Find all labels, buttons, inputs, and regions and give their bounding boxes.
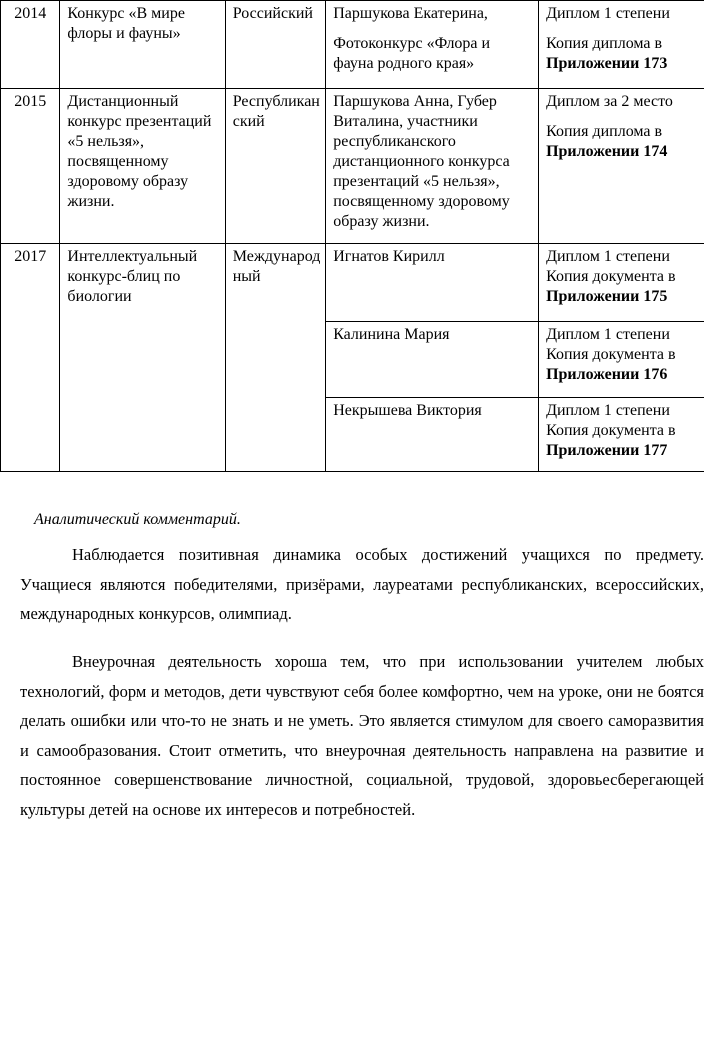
contest-cell: Интеллектуальный конкурс-блиц по биологии bbox=[60, 244, 225, 472]
copy-text: Копия документа в bbox=[546, 422, 676, 439]
result-text: Диплом 1 степени bbox=[546, 402, 670, 419]
participant-cell: Паршукова Анна, Губер Виталина, участники республиканского дистанционного конкурса презентаций «5 нельзя», посвященному здоровому образу жизни. bbox=[326, 89, 539, 244]
participant-cell: Калинина Мария bbox=[326, 322, 539, 398]
comment-paragraph: Наблюдается позитивная динамика особых достижений учащихся по предмету. Учащиеся являются победителями, призёрами, лауреатами республиканских, всероссийских, международных конкурсов, олимпиад. bbox=[20, 545, 704, 623]
appendix-ref: Приложении 174 bbox=[546, 143, 668, 160]
year-cell: 2014 bbox=[1, 1, 60, 89]
comment-heading: Аналитический комментарий. bbox=[34, 511, 241, 528]
contest-cell: Конкурс «В мире флоры и фауны» bbox=[60, 1, 225, 89]
appendix-ref: Приложении 175 bbox=[546, 288, 668, 305]
participant-cell: Игнатов Кирилл bbox=[326, 244, 539, 322]
participant-name: Паршукова Екатерина, bbox=[333, 5, 488, 22]
participant-cell bbox=[326, 1, 539, 89]
copy-text: Копия документа в bbox=[546, 268, 676, 285]
copy-text: Копия диплома в bbox=[546, 35, 663, 52]
copy-text: Копия документа в bbox=[546, 346, 676, 363]
appendix-ref: Приложении 176 bbox=[546, 366, 668, 383]
result-text: Диплом 1 степени bbox=[546, 248, 670, 265]
result-text: Диплом за 2 место bbox=[546, 93, 673, 110]
appendix-ref: Приложении 173 bbox=[546, 55, 668, 72]
achievements-table bbox=[0, 0, 704, 472]
result-cell bbox=[539, 322, 704, 398]
result-text: Диплом 1 степени bbox=[546, 326, 670, 343]
year-cell: 2015 bbox=[1, 89, 60, 244]
result-text: Диплом 1 степени bbox=[546, 5, 670, 22]
comment-paragraph: Внеурочная деятельность хороша тем, что при использовании учителем любых технологий, форм и методов, дети чувствуют себя более комфортно, чем на уроке, они не боятся делать ошибки или что-то не знать и не уметь. Это является стимулом для своего саморазвития и самообразования. Стоит отметить, что внеурочная деятельность направлена на развитие и постоянное совершенствование личностной, социальной, трудовой, здоровьесберегающей культуры детей на основе их интересов и потребностей. bbox=[20, 652, 704, 819]
participant-extra: Фотоконкурс «Флора и фауна родного края» bbox=[333, 35, 491, 72]
table-row bbox=[1, 244, 704, 322]
year-cell: 2017 bbox=[1, 244, 60, 472]
appendix-ref: Приложении 177 bbox=[546, 442, 668, 459]
level-cell: Международный bbox=[225, 244, 325, 472]
level-cell: Республиканский bbox=[225, 89, 325, 244]
participant-cell: Некрышева Виктория bbox=[326, 398, 539, 472]
result-cell bbox=[539, 1, 704, 89]
table-row bbox=[1, 1, 704, 89]
copy-text: Копия диплома в bbox=[546, 123, 663, 140]
result-cell bbox=[539, 89, 704, 244]
result-cell bbox=[539, 398, 704, 472]
level-cell: Российский bbox=[225, 1, 325, 89]
table-row bbox=[1, 89, 704, 244]
result-cell bbox=[539, 244, 704, 322]
contest-cell: Дистанционный конкурс презентаций «5 нельзя», посвященному здоровому образу жизни. bbox=[60, 89, 225, 244]
